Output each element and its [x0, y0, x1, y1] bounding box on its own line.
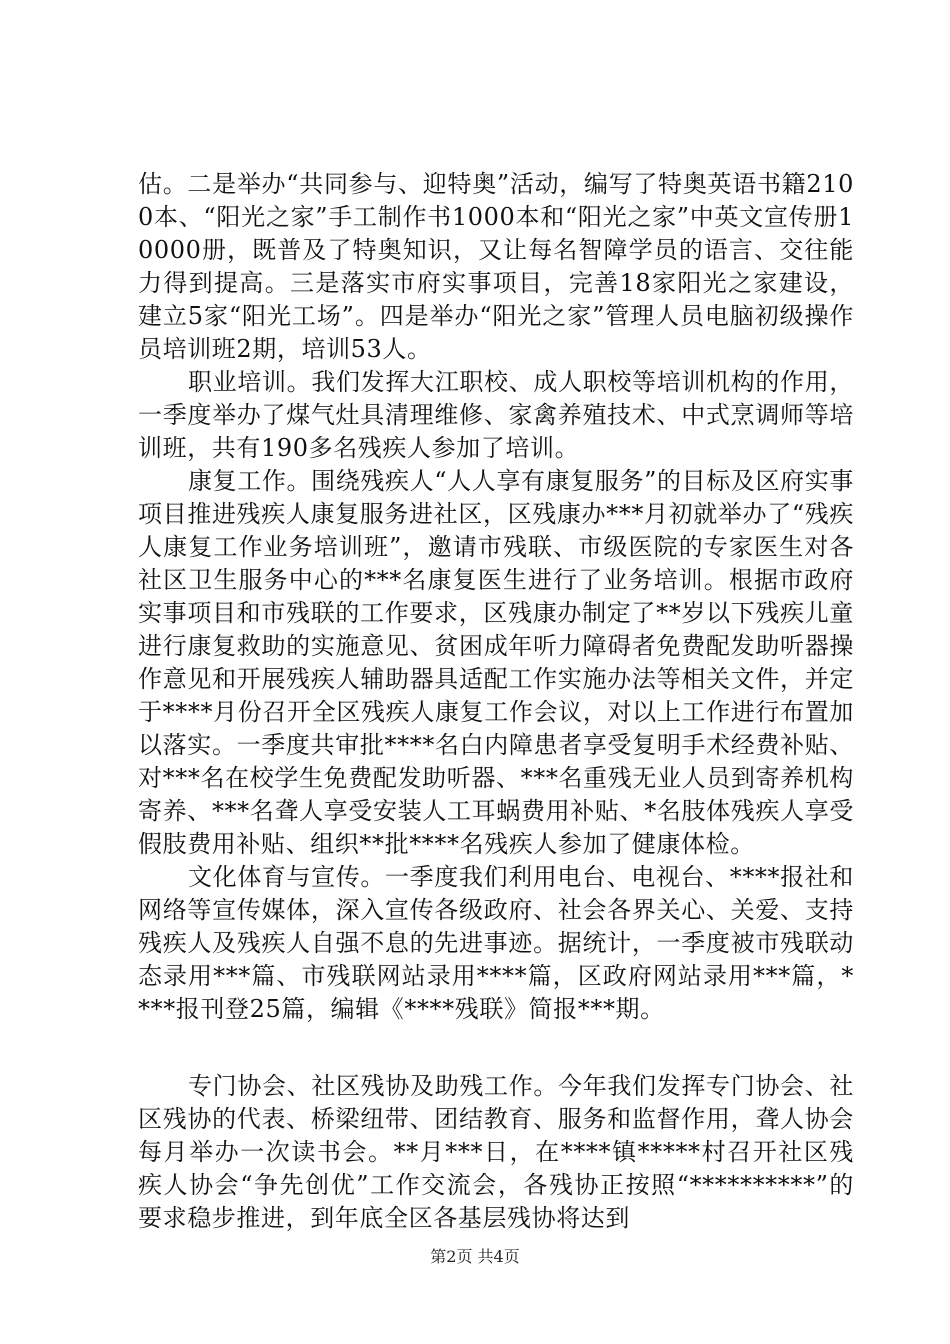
paragraph-rehabilitation: 康复工作。围绕残疾人“人人享有康复服务”的目标及区府实事项目推进残疾人康复服务进社区，区残康办***月初就举办了“残疾人康复工作业务培训班”，邀请市残联、市级医院的专家医生对各社区卫生服务中心的***名康复医生进行了业务培训。根据市政府实事项目和市残联的工作要求，区残康办制定了**岁以下残疾儿童进行康复救助的实施意见、贫困成年听力障碍者免费配发助听器操作意见和开展残疾人辅助器具适配工作实施办法等相关文件，并定于****月份召开全区残疾人康复工作会议，对以上工作进行布置加以落实。一季度共审批****名白内障患者享受复明手术经费补贴、对***名在校学生免费配发助听器、***名重残无业人员到寄养机构寄养、***名聋人享受安装人工耳蜗费用补贴、*名肢体残疾人享受假肢费用补贴、组织**批****名残疾人参加了健康体检。	[138, 467, 854, 858]
paragraph-continuation: 估。二是举办“共同参与、迎特奥”活动，编写了特奥英语书籍2100本、“阳光之家”手工制作书1000本和“阳光之家”中英文宣传册10000册，既普及了特奥知识，又让每名智障学员的语言、交往能力得到提高。三是落实市府实事项目，完善18家阳光之家建设，建立5家“阳光工场”。四是举办“阳光之家”管理人员电脑初级操作员培训班2期，培训53人。	[138, 170, 854, 363]
paragraph-culture-sports-publicity: 文化体育与宣传。一季度我们利用电台、电视台、****报社和网络等宣传媒体，深入宣传各级政府、社会各界关心、关爱、支持残疾人及残疾人自强不息的先进事迹。据统计，一季度被市残联动态录用***篇、市残联网站录用****篇，区政府网站录用***篇，****报刊登25篇，编辑《****残联》简报***期。	[138, 863, 854, 1023]
paragraph-vocational-training: 职业培训。我们发挥大江职校、成人职校等培训机构的作用，一季度举办了煤气灶具清理维修、家禽养殖技术、中式烹调师等培训班，共有190多名残疾人参加了培训。	[138, 368, 854, 462]
document-body	[138, 168, 854, 1235]
paragraph-associations: 专门协会、社区残协及助残工作。今年我们发挥专门协会、社区残协的代表、桥梁纽带、团结教育、服务和监督作用，聋人协会每月举办一次读书会。**月***日，在****镇*****村召开社区残疾人协会“争先创优”工作交流会，各残协正按照“**********”的要求稳步推进，到年底全区各基层残协将达到	[138, 1072, 854, 1232]
page-number-footer: 第2页 共4页	[430, 1247, 520, 1266]
